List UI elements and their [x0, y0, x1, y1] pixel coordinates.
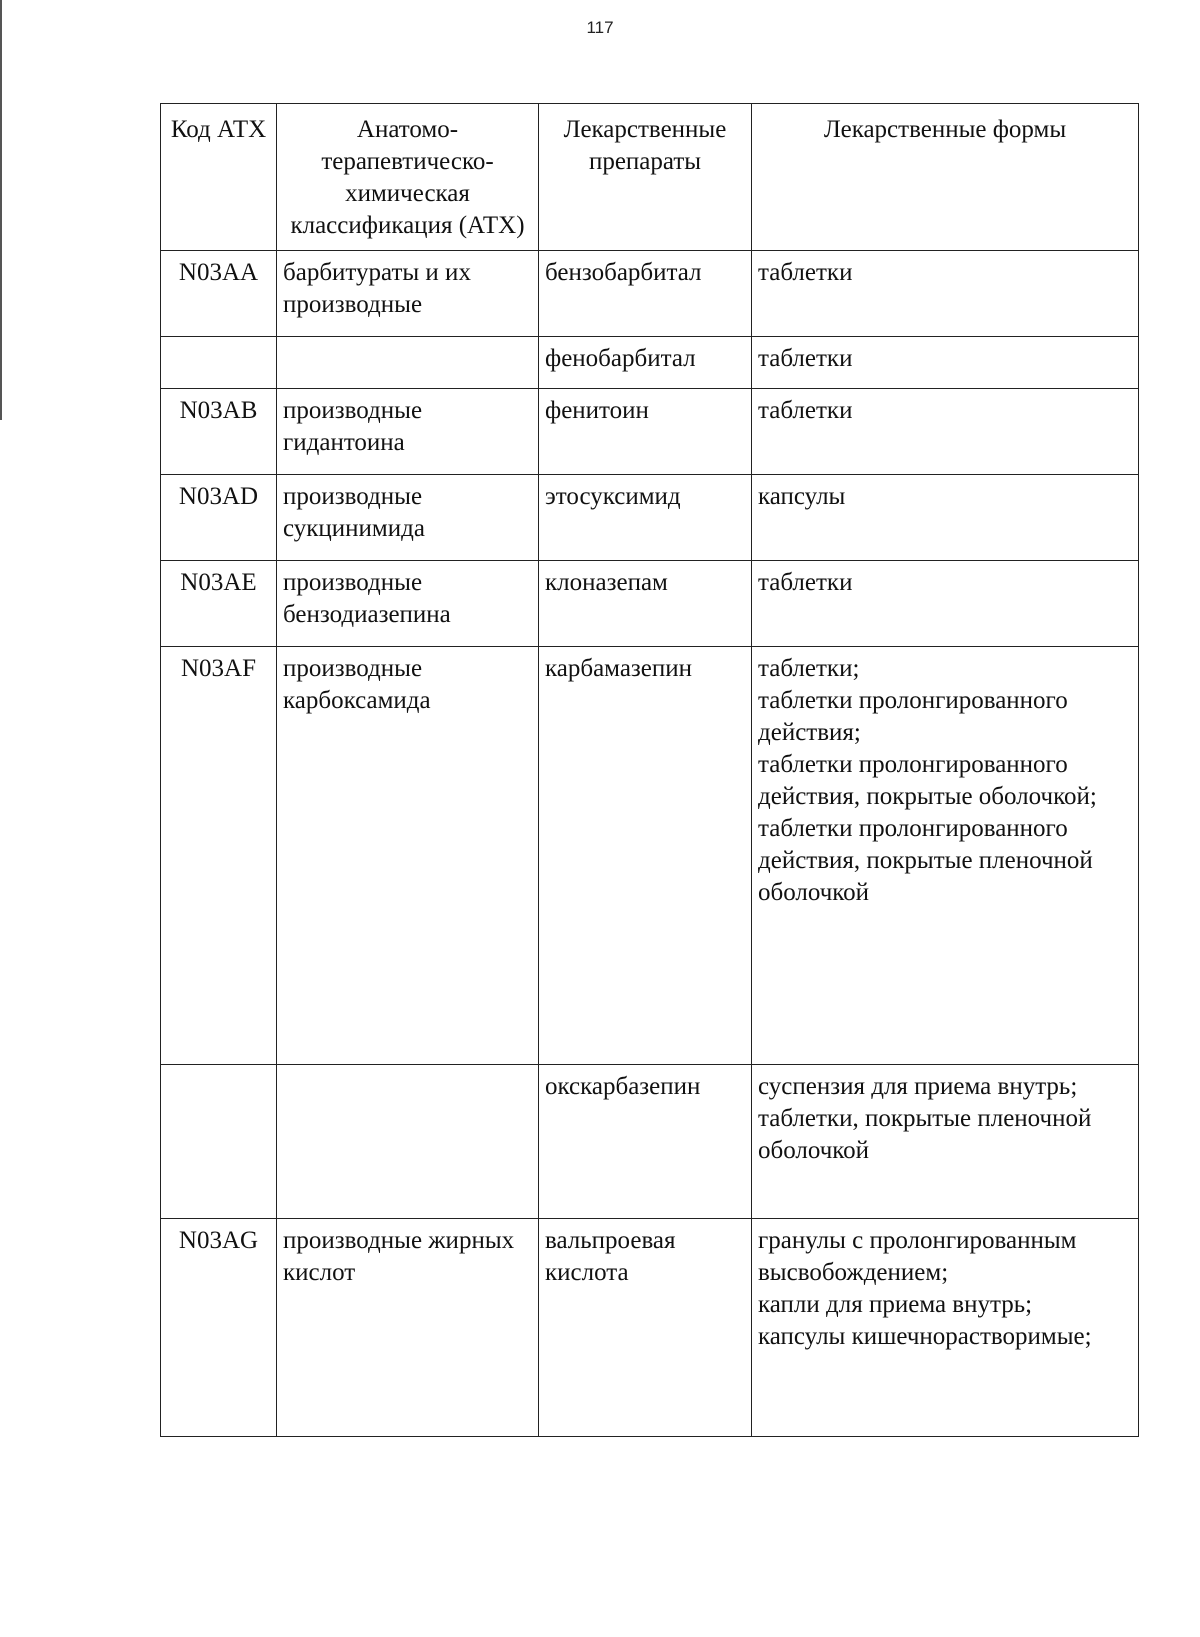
form-item: таблетки — [758, 345, 853, 372]
table-row — [161, 647, 1139, 1065]
scan-edge-line — [0, 0, 2, 420]
atx-code: N03AG — [161, 1219, 277, 1437]
header-row — [161, 104, 1139, 251]
drug-name: вальпроевая кислота — [539, 1219, 752, 1437]
table-row — [161, 337, 1139, 389]
drug-name: фенобарбитал — [539, 337, 752, 389]
table-row — [161, 1219, 1139, 1437]
drug-name: карбамазепин — [539, 647, 752, 1065]
atx-classification — [277, 1065, 539, 1219]
atx-classification: барбитураты и их производные — [277, 251, 539, 337]
drug-name: этосуксимид — [539, 475, 752, 561]
atx-classification: производные гидантоина — [277, 389, 539, 475]
drug-name: фенитоин — [539, 389, 752, 475]
drug-name: бензобарбитал — [539, 251, 752, 337]
table-row — [161, 561, 1139, 647]
form-item: капли для приема внутрь; — [758, 1291, 1033, 1318]
atx-code: N03AB — [161, 389, 277, 475]
drug-forms — [752, 561, 1139, 647]
drug-forms — [752, 337, 1139, 389]
header-code: Код АТХ — [161, 104, 277, 251]
table-body — [161, 251, 1139, 1437]
atx-code — [161, 337, 277, 389]
header-classification: Анатомо-терапевтическо-химическая классификация (АТХ) — [277, 104, 539, 251]
atx-classification: производные карбоксамида — [277, 647, 539, 1065]
drug-name: окскарбазепин — [539, 1065, 752, 1219]
table-header — [161, 104, 1139, 251]
atx-drug-table — [160, 103, 1139, 1437]
form-item: капсулы кишечнорастворимые; — [758, 1323, 1092, 1350]
form-item: таблетки, покрытые пленочной оболочкой — [758, 1105, 1092, 1164]
atx-code: N03AA — [161, 251, 277, 337]
table-row — [161, 251, 1139, 337]
atx-classification: производные жирных кислот — [277, 1219, 539, 1437]
drug-forms — [752, 1219, 1139, 1437]
atx-classification: производные сукцинимида — [277, 475, 539, 561]
form-item: таблетки пролонгированного действия; — [758, 687, 1068, 746]
form-item: суспензия для приема внутрь; — [758, 1073, 1078, 1100]
atx-classification — [277, 337, 539, 389]
atx-classification: производные бензодиазепина — [277, 561, 539, 647]
table-row — [161, 1065, 1139, 1219]
table-row — [161, 389, 1139, 475]
drug-forms — [752, 475, 1139, 561]
page-number: 117 — [586, 18, 614, 37]
form-item: таблетки; — [758, 655, 860, 682]
drug-forms — [752, 251, 1139, 337]
form-item: таблетки пролонгированного действия, покрытые оболочкой; — [758, 751, 1097, 810]
atx-code — [161, 1065, 277, 1219]
form-item: таблетки — [758, 259, 853, 286]
atx-code: N03AF — [161, 647, 277, 1065]
drug-forms — [752, 647, 1139, 1065]
form-item: капсулы — [758, 483, 846, 510]
drug-forms — [752, 389, 1139, 475]
atx-code: N03AD — [161, 475, 277, 561]
header-drugs: Лекарственные препараты — [539, 104, 752, 251]
drug-forms — [752, 1065, 1139, 1219]
form-item: таблетки пролонгированного действия, покрытые пленочной оболочкой — [758, 815, 1093, 906]
form-item: гранулы с пролонгированным высвобождением; — [758, 1227, 1077, 1286]
header-forms: Лекарственные формы — [752, 104, 1139, 251]
drug-name: клоназепам — [539, 561, 752, 647]
table-row — [161, 475, 1139, 561]
form-item: таблетки — [758, 569, 853, 596]
atx-code: N03AE — [161, 561, 277, 647]
form-item: таблетки — [758, 397, 853, 424]
